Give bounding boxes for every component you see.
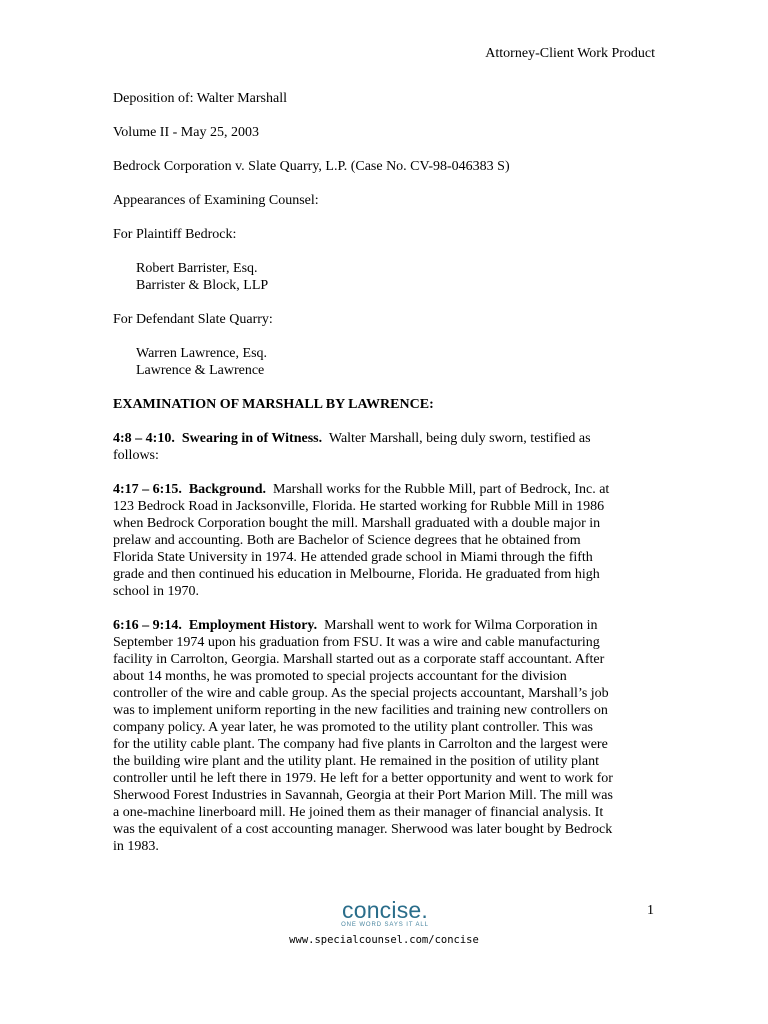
section-line: a one-machine linerboard mill. He joined them as their manager of financial analysis. It	[113, 805, 604, 820]
section-title: Swearing in of Witness.	[181, 431, 323, 446]
section-line: Sherwood Forest Industries in Savannah, Georgia at their Port Marion Mill. The mill was	[113, 788, 613, 803]
deposition-line: Deposition of: Walter Marshall	[113, 91, 287, 106]
case-caption: Bedrock Corporation v. Slate Quarry, L.P. (Case No. CV-98-046383 S)	[113, 159, 510, 174]
section-line: controller of the wire and cable group. As the special projects accountant, Marshall’s job	[113, 686, 609, 701]
section-line: in 1983.	[113, 839, 159, 854]
plaintiff-attorney: Robert Barrister, Esq.	[136, 261, 258, 276]
logo-wordmark: concise	[342, 897, 422, 923]
section-line: 123 Bedrock Road in Jacksonville, Florida. He started working for Rubble Mill in 1986	[113, 499, 605, 514]
document-body	[113, 90, 658, 855]
section-line: September 1974 upon his graduation from FSU. It was a wire and cable manufacturing	[113, 635, 600, 650]
section-line: about 14 months, he was promoted to special projects accountant for the division	[113, 669, 567, 684]
plaintiff-firm: Barrister & Block, LLP	[136, 278, 269, 293]
section-line: facility in Carrolton, Georgia. Marshall started out as a corporate staff accountant. After	[113, 652, 605, 667]
appearances-heading: Appearances of Examining Counsel:	[113, 193, 319, 208]
section-line: prelaw and accounting. Both are Bachelor of Science degrees that he obtained from	[113, 533, 581, 548]
section-line: the building wire plant and the utility plant. He remained in the position of utility plant	[113, 754, 600, 769]
section-line: was to implement uniform reporting in the new facilities and training new controllers on	[113, 703, 608, 718]
section-line: grade and then continued his education in Melbourne, Florida. He graduated from high	[113, 567, 600, 582]
section-employment-history	[113, 617, 658, 855]
defendant-attorney: Warren Lawrence, Esq.	[136, 346, 268, 361]
section-range: 4:8 – 4:10.	[113, 431, 175, 446]
section-line: school in 1970.	[113, 584, 199, 599]
section-line: follows:	[113, 448, 159, 463]
section-title: Employment History.	[188, 618, 318, 633]
section-line: was the equivalent of a cost accounting manager. Sherwood was later bought by Bedrock	[113, 822, 613, 837]
section-line: company policy. A year later, he was promoted to the utility plant controller. This was	[113, 720, 593, 735]
page-number: 1	[647, 903, 654, 918]
section-range: 6:16 – 9:14.	[113, 618, 182, 633]
section-line: when Bedrock Corporation bought the mill. Marshall graduated with a double major in	[113, 516, 601, 531]
concise-logo[interactable]	[290, 898, 480, 934]
logo-dot: .	[421, 897, 428, 923]
examination-heading: EXAMINATION OF MARSHALL BY LAWRENCE:	[113, 397, 434, 412]
section-line: Marshall works for the Rubble Mill, part of Bedrock, Inc. at	[273, 482, 610, 497]
footer-url-link[interactable]: www.specialcounsel.com/concise	[289, 934, 479, 946]
volume-line: Volume II - May 25, 2003	[113, 125, 259, 140]
defendant-firm: Lawrence & Lawrence	[136, 363, 265, 378]
section-line: Marshall went to work for Wilma Corporation in	[324, 618, 598, 633]
section-line: for the utility cable plant. The company had five plants in Carrolton and the largest were	[113, 737, 608, 752]
section-line: Florida State University in 1974. He attended grade school in Miami through the fifth	[113, 550, 593, 565]
section-line: Walter Marshall, being duly sworn, testified as	[328, 431, 591, 446]
section-title: Background.	[188, 482, 266, 497]
plaintiff-heading: For Plaintiff Bedrock:	[113, 227, 237, 242]
section-swearing-in	[113, 430, 658, 464]
work-product-label: Attorney-Client Work Product	[485, 46, 655, 61]
logo-tagline: ONE WORD SAYS IT ALL	[341, 922, 429, 928]
section-line: controller until he left there in 1979. He left for a better opportunity and went to work for	[113, 771, 613, 786]
section-range: 4:17 – 6:15.	[113, 482, 182, 497]
section-background	[113, 481, 658, 600]
defendant-heading: For Defendant Slate Quarry:	[113, 312, 273, 327]
